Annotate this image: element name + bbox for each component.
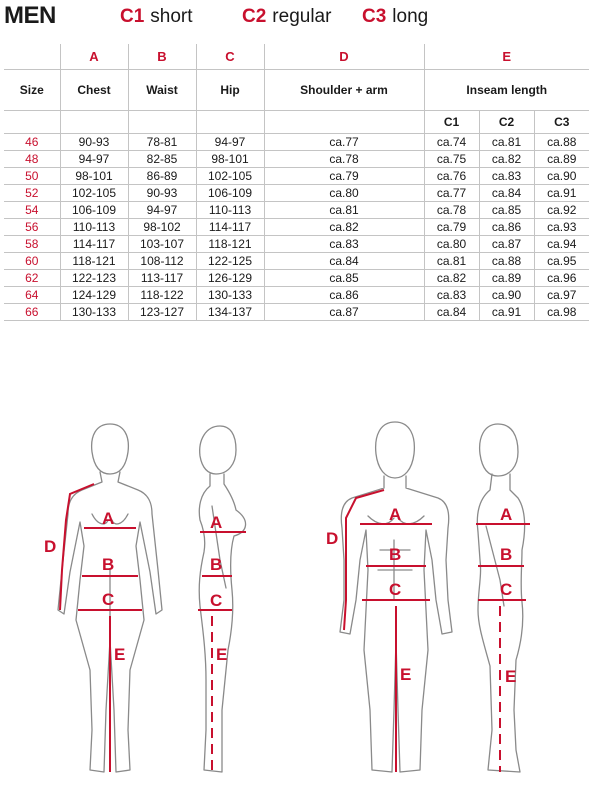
cell-waist: 78-81 xyxy=(128,134,196,151)
empty-cell xyxy=(128,111,196,134)
cell-inseam-c1: ca.79 xyxy=(424,219,479,236)
size-table xyxy=(4,44,589,321)
cell-shoulder-arm: ca.84 xyxy=(264,253,424,270)
cell-waist: 86-89 xyxy=(128,168,196,185)
cell-chest: 98-101 xyxy=(60,168,128,185)
column-header-row xyxy=(4,70,589,111)
man-side-label-e: E xyxy=(505,667,517,686)
cell-inseam-c3: ca.98 xyxy=(534,304,589,321)
header-inseam-length: Inseam length xyxy=(424,70,589,111)
table-row xyxy=(4,185,589,202)
body-measurement-figures xyxy=(0,410,589,787)
legend-c3-code: C3 xyxy=(362,6,387,27)
cell-inseam-c2: ca.84 xyxy=(479,185,534,202)
cell-size: 54 xyxy=(4,202,60,219)
cell-hip: 118-121 xyxy=(196,236,264,253)
woman-side-label-e: E xyxy=(216,645,228,664)
cell-size: 66 xyxy=(4,304,60,321)
man-front-label-a: A xyxy=(389,505,402,524)
cell-inseam-c2: ca.82 xyxy=(479,151,534,168)
legend-c3 xyxy=(362,6,428,28)
cell-waist: 108-112 xyxy=(128,253,196,270)
cell-hip: 102-105 xyxy=(196,168,264,185)
cell-size: 64 xyxy=(4,287,60,304)
woman-side-label-c: C xyxy=(210,591,223,610)
cell-inseam-c1: ca.78 xyxy=(424,202,479,219)
cell-shoulder-arm: ca.81 xyxy=(264,202,424,219)
legend-c1-label: short xyxy=(150,6,193,27)
subheader-c3: C3 xyxy=(534,111,589,134)
cell-size: 58 xyxy=(4,236,60,253)
cell-inseam-c3: ca.90 xyxy=(534,168,589,185)
measure-letter-d: D xyxy=(264,44,424,70)
cell-inseam-c1: ca.75 xyxy=(424,151,479,168)
man-side-label-a: A xyxy=(500,505,513,524)
cell-inseam-c3: ca.95 xyxy=(534,253,589,270)
cell-inseam-c3: ca.88 xyxy=(534,134,589,151)
page-title: MEN xyxy=(4,2,56,29)
subheader-row xyxy=(4,111,589,134)
cell-waist: 94-97 xyxy=(128,202,196,219)
man-front-label-b: B xyxy=(389,545,402,564)
cell-inseam-c3: ca.89 xyxy=(534,151,589,168)
cell-inseam-c1: ca.77 xyxy=(424,185,479,202)
cell-shoulder-arm: ca.80 xyxy=(264,185,424,202)
header-size: Size xyxy=(4,70,60,111)
cell-inseam-c3: ca.96 xyxy=(534,270,589,287)
cell-inseam-c3: ca.97 xyxy=(534,287,589,304)
empty-cell xyxy=(60,111,128,134)
header-waist: Waist xyxy=(128,70,196,111)
empty-cell xyxy=(4,44,60,70)
table-row xyxy=(4,304,589,321)
man-front-label-c: C xyxy=(389,580,402,599)
cell-inseam-c2: ca.83 xyxy=(479,168,534,185)
cell-inseam-c2: ca.91 xyxy=(479,304,534,321)
cell-chest: 114-117 xyxy=(60,236,128,253)
cell-hip: 106-109 xyxy=(196,185,264,202)
table-row xyxy=(4,287,589,304)
woman-side-label-a: A xyxy=(210,513,223,532)
woman-front-label-e: E xyxy=(114,645,126,664)
legend-c1-code: C1 xyxy=(120,6,145,27)
cell-shoulder-arm: ca.82 xyxy=(264,219,424,236)
cell-inseam-c1: ca.80 xyxy=(424,236,479,253)
cell-shoulder-arm: ca.77 xyxy=(264,134,424,151)
cell-chest: 90-93 xyxy=(60,134,128,151)
table-row xyxy=(4,168,589,185)
cell-inseam-c2: ca.85 xyxy=(479,202,534,219)
subheader-c2: C2 xyxy=(479,111,534,134)
measure-letter-a: A xyxy=(60,44,128,70)
cell-inseam-c2: ca.81 xyxy=(479,134,534,151)
table-row xyxy=(4,270,589,287)
cell-hip: 114-117 xyxy=(196,219,264,236)
woman-front-label-b: B xyxy=(102,555,115,574)
cell-inseam-c2: ca.87 xyxy=(479,236,534,253)
cell-inseam-c1: ca.84 xyxy=(424,304,479,321)
cell-chest: 102-105 xyxy=(60,185,128,202)
cell-shoulder-arm: ca.87 xyxy=(264,304,424,321)
cell-hip: 94-97 xyxy=(196,134,264,151)
table-row xyxy=(4,134,589,151)
table-row xyxy=(4,202,589,219)
cell-chest: 118-121 xyxy=(60,253,128,270)
legend-c2-code: C2 xyxy=(242,6,267,27)
cell-inseam-c3: ca.91 xyxy=(534,185,589,202)
cell-inseam-c1: ca.76 xyxy=(424,168,479,185)
measure-letter-c: C xyxy=(196,44,264,70)
cell-shoulder-arm: ca.83 xyxy=(264,236,424,253)
man-side-label-c: C xyxy=(500,580,513,599)
measure-letter-b: B xyxy=(128,44,196,70)
legend-c3-label: long xyxy=(392,6,429,27)
cell-shoulder-arm: ca.78 xyxy=(264,151,424,168)
cell-chest: 130-133 xyxy=(60,304,128,321)
cell-shoulder-arm: ca.85 xyxy=(264,270,424,287)
empty-cell xyxy=(4,111,60,134)
cell-inseam-c1: ca.82 xyxy=(424,270,479,287)
cell-hip: 122-125 xyxy=(196,253,264,270)
cell-hip: 134-137 xyxy=(196,304,264,321)
cell-waist: 123-127 xyxy=(128,304,196,321)
cell-inseam-c3: ca.93 xyxy=(534,219,589,236)
cell-chest: 124-129 xyxy=(60,287,128,304)
cell-chest: 106-109 xyxy=(60,202,128,219)
man-front-label-d: D xyxy=(326,529,339,548)
cell-inseam-c2: ca.89 xyxy=(479,270,534,287)
legend-c2-label: regular xyxy=(272,6,332,27)
cell-size: 62 xyxy=(4,270,60,287)
cell-shoulder-arm: ca.86 xyxy=(264,287,424,304)
man-front-label-e: E xyxy=(400,665,412,684)
cell-chest: 122-123 xyxy=(60,270,128,287)
cell-inseam-c3: ca.94 xyxy=(534,236,589,253)
cell-inseam-c1: ca.74 xyxy=(424,134,479,151)
cell-waist: 98-102 xyxy=(128,219,196,236)
table-row xyxy=(4,236,589,253)
header-chest: Chest xyxy=(60,70,128,111)
subheader-c1: C1 xyxy=(424,111,479,134)
woman-front-label-c: C xyxy=(102,590,115,609)
woman-front-label-d: D xyxy=(44,537,57,556)
man-front-line-d xyxy=(344,490,384,630)
measure-letter-row xyxy=(4,44,589,70)
cell-size: 52 xyxy=(4,185,60,202)
empty-cell xyxy=(196,111,264,134)
cell-inseam-c2: ca.86 xyxy=(479,219,534,236)
legend-c2 xyxy=(242,6,331,28)
empty-cell xyxy=(264,111,424,134)
cell-waist: 82-85 xyxy=(128,151,196,168)
cell-inseam-c1: ca.83 xyxy=(424,287,479,304)
cell-size: 60 xyxy=(4,253,60,270)
header-hip: Hip xyxy=(196,70,264,111)
table-row xyxy=(4,253,589,270)
page-header xyxy=(0,0,589,40)
cell-inseam-c3: ca.92 xyxy=(534,202,589,219)
cell-waist: 118-122 xyxy=(128,287,196,304)
table-row xyxy=(4,219,589,236)
cell-inseam-c1: ca.81 xyxy=(424,253,479,270)
woman-front-label-a: A xyxy=(102,509,115,528)
cell-waist: 103-107 xyxy=(128,236,196,253)
cell-hip: 110-113 xyxy=(196,202,264,219)
cell-inseam-c2: ca.90 xyxy=(479,287,534,304)
man-side-label-b: B xyxy=(500,545,513,564)
woman-side-label-b: B xyxy=(210,555,223,574)
cell-hip: 130-133 xyxy=(196,287,264,304)
cell-inseam-c2: ca.88 xyxy=(479,253,534,270)
cell-hip: 126-129 xyxy=(196,270,264,287)
legend-c1 xyxy=(120,6,193,28)
header-shoulder-arm: Shoulder + arm xyxy=(264,70,424,111)
cell-size: 48 xyxy=(4,151,60,168)
cell-size: 56 xyxy=(4,219,60,236)
woman-side-figure xyxy=(199,426,245,772)
cell-waist: 113-117 xyxy=(128,270,196,287)
cell-chest: 94-97 xyxy=(60,151,128,168)
cell-hip: 98-101 xyxy=(196,151,264,168)
cell-size: 50 xyxy=(4,168,60,185)
cell-size: 46 xyxy=(4,134,60,151)
cell-chest: 110-113 xyxy=(60,219,128,236)
table-row xyxy=(4,151,589,168)
cell-shoulder-arm: ca.79 xyxy=(264,168,424,185)
measure-letter-e: E xyxy=(424,44,589,70)
cell-waist: 90-93 xyxy=(128,185,196,202)
